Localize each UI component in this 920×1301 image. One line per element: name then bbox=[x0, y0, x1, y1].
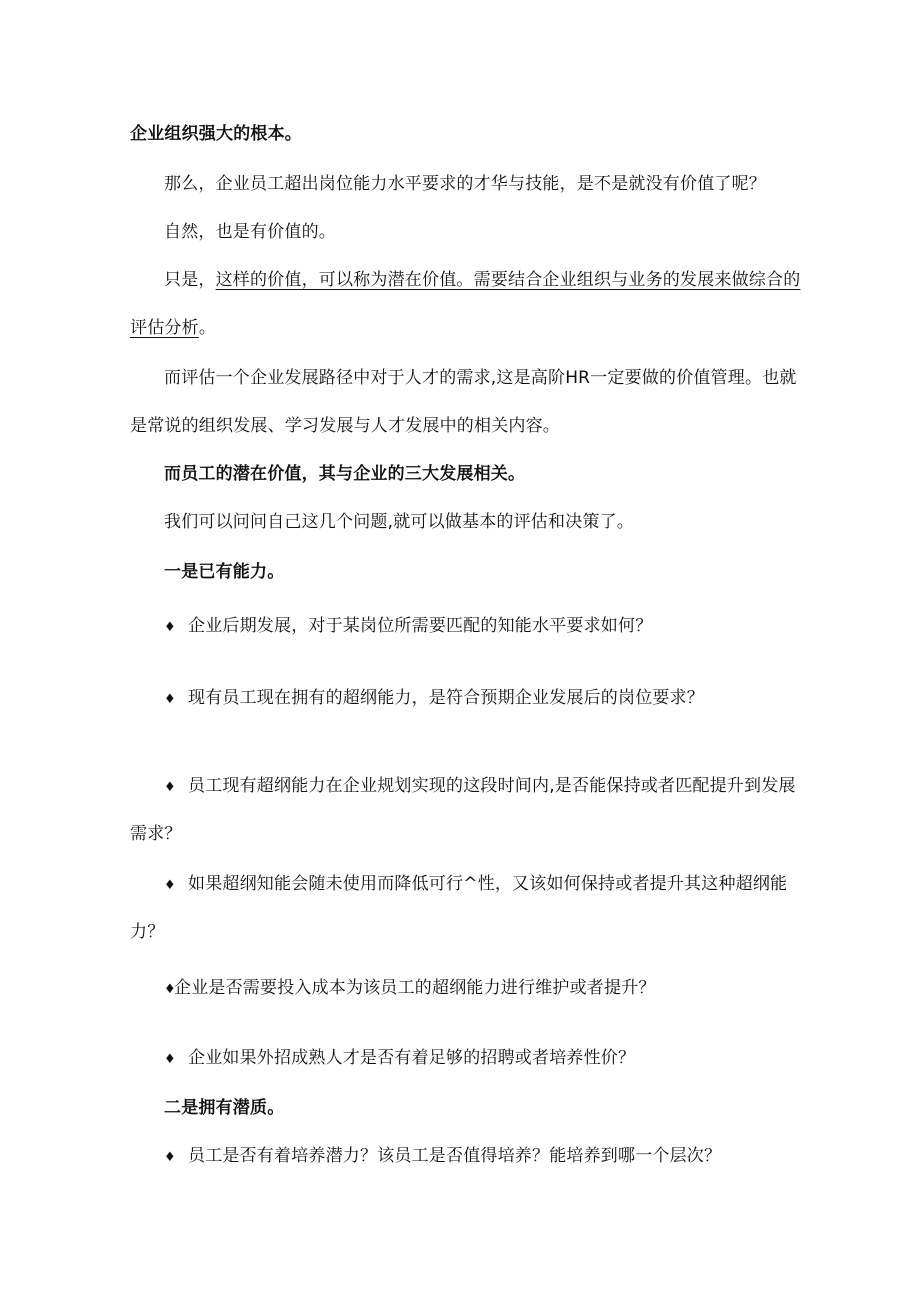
diamond-bullet-icon: ♦ bbox=[164, 1150, 176, 1165]
bullet-text-continuation: 力？ bbox=[130, 922, 165, 942]
bullet-item bbox=[164, 774, 796, 800]
underlined-text: 这样的价值，可以称为潜在价值。需要结合企业组织与业务的发展来做综合的 bbox=[215, 270, 801, 290]
section-heading-existing-ability: 一是已有能力。 bbox=[164, 562, 285, 582]
diamond-bullet-icon: ♦ bbox=[164, 620, 176, 635]
bullet-item bbox=[164, 1144, 721, 1170]
bullet-text: 企业后期发展，对于某岗位所需要匹配的知能水平要求如何？ bbox=[188, 616, 653, 636]
paragraph-question: 那么，企业员工超出岗位能力水平要求的才华与技能，是不是就没有价值了呢？ bbox=[164, 174, 766, 194]
text-segment: 。 bbox=[198, 318, 217, 338]
diamond-bullet-icon: ♦ bbox=[164, 780, 176, 795]
paragraph-hr-line2: 是常说的组织发展、学习发展与人才发展中的相关内容。 bbox=[130, 416, 560, 436]
bullet-text: 现有员工现在拥有的超纲能力，是符合预期企业发展后的岗位要求？ bbox=[188, 688, 704, 708]
section-heading-potential-value: 而员工的潜在价值，其与企业的三大发展相关。 bbox=[164, 464, 526, 484]
bullet-item bbox=[164, 1046, 635, 1072]
bullet-text: 如果超纲知能会随未使用而降低可行^性，又该如何保持或者提升其这种超纲能 bbox=[188, 874, 788, 894]
underlined-text: 评估分析 bbox=[130, 318, 199, 338]
diamond-bullet-icon: ♦ bbox=[164, 878, 176, 893]
bullet-item bbox=[164, 614, 652, 640]
diamond-bullet-icon: ♦ bbox=[164, 692, 176, 707]
bullet-text: 员工现有超纲能力在企业规划实现的这段时间内,是否能保持或者匹配提升到发展 bbox=[188, 776, 796, 796]
paragraph-heading-continuation: 企业组织强大的根本。 bbox=[130, 124, 302, 144]
paragraph-potential-value-line1 bbox=[164, 268, 800, 292]
diamond-bullet-icon: ♦ bbox=[164, 1052, 176, 1067]
bullet-text: 企业是否需要投入成本为该员工的超纲能力进行维护或者提升？ bbox=[174, 978, 656, 998]
paragraph-answer: 自然，也是有价值的。 bbox=[164, 222, 336, 242]
bullet-text-continuation: 需求？ bbox=[130, 824, 182, 844]
paragraph-hr-line1: 而评估一个企业发展路径中对于人才的需求,这是高阶HR一定要做的价值管理。也就 bbox=[164, 368, 797, 388]
bullet-text: 员工是否有着培养潜力？该员工是否值得培养？能培养到哪一个层次？ bbox=[188, 1146, 722, 1166]
bullet-item bbox=[164, 686, 704, 712]
text-segment: 只是， bbox=[164, 270, 216, 290]
bullet-item bbox=[164, 872, 787, 898]
diamond-bullet-icon: ♦ bbox=[164, 982, 176, 997]
bullet-text: 企业如果外招成熟人才是否有着足够的招聘或者培养性价？ bbox=[188, 1048, 636, 1068]
bullet-item bbox=[164, 976, 656, 1002]
paragraph-questions-intro: 我们可以问问自己这几个问题,就可以做基本的评估和决策了。 bbox=[164, 512, 635, 532]
paragraph-potential-value-line2 bbox=[130, 316, 216, 340]
section-heading-potential: 二是拥有潜质。 bbox=[164, 1098, 285, 1118]
